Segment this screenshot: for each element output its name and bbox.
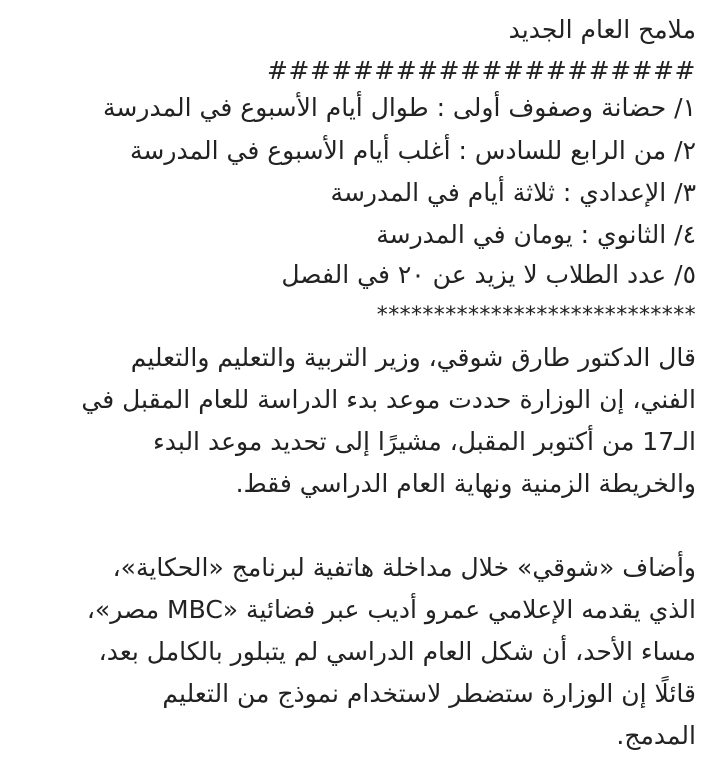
paragraph-1-line-3: الـ17 من أكتوبر المقبل، مشيرًا إلى تحديد موعد البدء [153,427,696,456]
post-title: ملامح العام الجديد [508,15,696,44]
paragraph-2-line-1: وأضاف «شوقي» خلال مداخلة هاتفية لبرنامج «الحكاية»، [112,553,696,582]
feature-line-4: ٤/ الثانوي : يومان في المدرسة [376,220,696,249]
feature-line-2: ٢/ من الرابع للسادس : أغلب أيام الأسبوع في المدرسة [130,136,696,165]
paragraph-1-line-2: الفني، إن الوزارة حددت موعد بدء الدراسة للعام المقبل في [81,385,696,414]
paragraph-1-line-4: والخريطة الزمنية ونهاية العام الدراسي فقط. [235,469,696,498]
paragraph-2-line-5: المدمج. [616,721,696,750]
paragraph-1-line-1: قال الدكتور طارق شوقي، وزير التربية والتعليم والتعليم [130,343,696,372]
feature-line-3: ٣/ الإعدادي : ثلاثة أيام في المدرسة [330,178,696,207]
paragraph-2-line-2: الذي يقدمه الإعلامي عمرو أديب عبر فضائية «MBC مصر»، [86,595,696,624]
hash-divider: #################### [267,56,696,85]
paragraph-2-line-3: مساء الأحد، أن شكل العام الدراسي لم يتبلور بالكامل بعد، [98,637,696,666]
feature-line-5: ٥/ عدد الطلاب لا يزيد عن ٢٠ في الفصل [281,260,696,289]
star-divider: **************************** [376,303,696,328]
feature-line-1: ١/ حضانة وصفوف أولى : طوال أيام الأسبوع في المدرسة [103,93,696,122]
paragraph-2-line-4: قائلًا إن الوزارة ستضطر لاستخدام نموذج من التعليم [162,679,696,708]
